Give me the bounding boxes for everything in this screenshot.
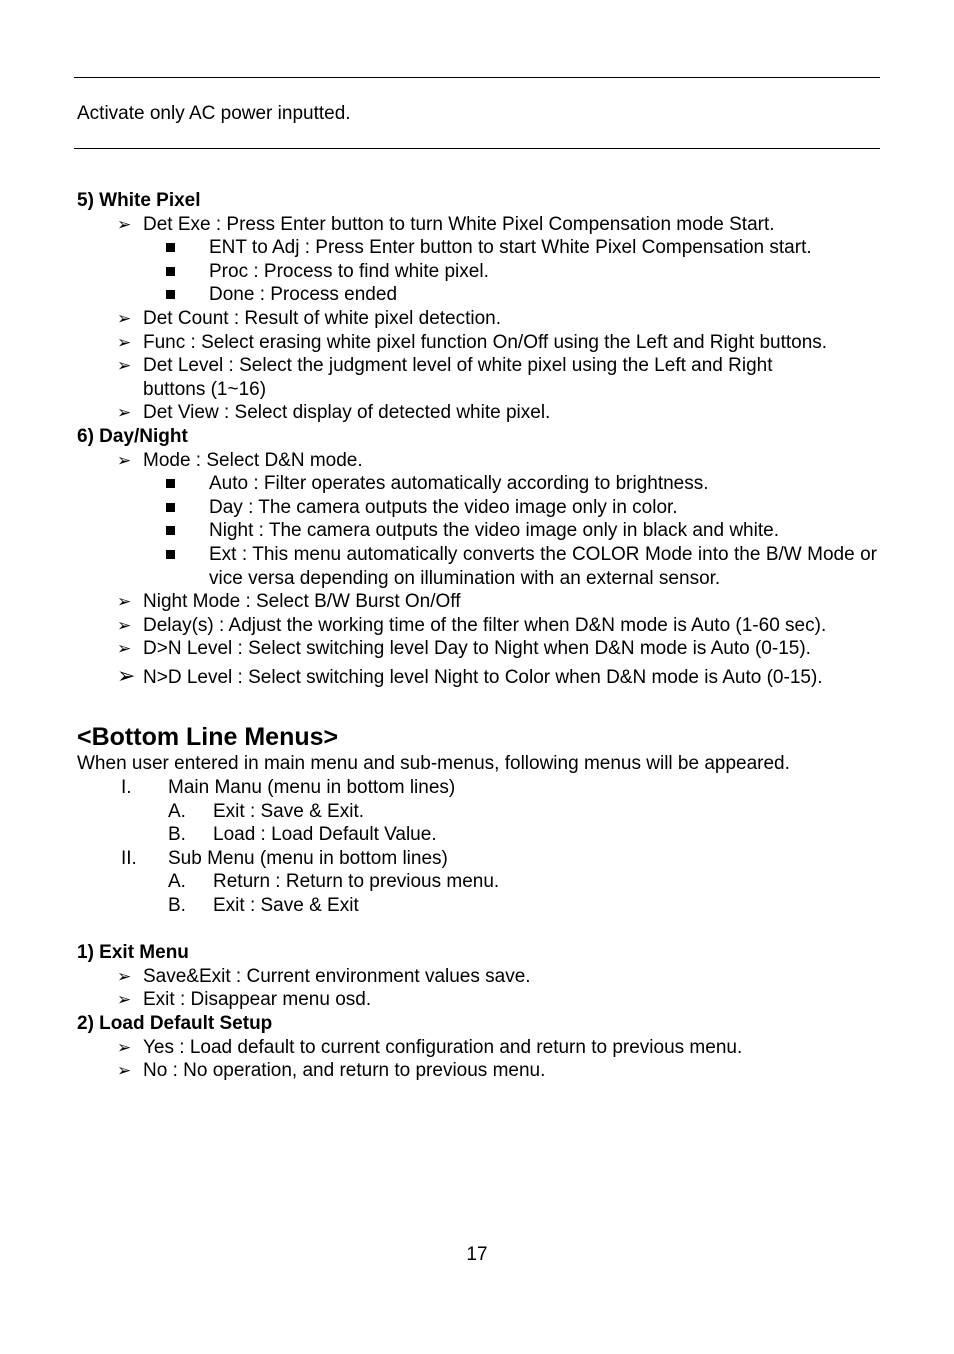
func-item: ➢ Func : Select erasing white pixel function On/Off using the Left and Right buttons. [77, 331, 887, 355]
sub-menu-return-item [77, 870, 887, 894]
no-item: ➢ No : No operation, and return to previous menu. [77, 1059, 887, 1083]
auto-item: Auto : Filter operates automatically according to brightness. [77, 472, 887, 496]
item-text: Exit : Save & Exit [213, 895, 359, 917]
det-view-item: ➢ Det View : Select display of detected white pixel. [77, 401, 887, 425]
item-text: Return : Return to previous menu. [213, 871, 500, 893]
done-item: Done : Process ended [77, 283, 887, 307]
ent-to-adj-item: ENT to Adj : Press Enter button to start White Pixel Compensation start. [77, 236, 887, 260]
delay-item: ➢ Delay(s) : Adjust the working time of the filter when D&N mode is Auto (1-60 sec). [77, 614, 887, 638]
exit-menu-heading: 1) Exit Menu [77, 942, 189, 964]
nd-level-item: ➢ N>D Level : Select switching level Night to Color when D&N mode is Auto (0-15). [77, 666, 887, 690]
det-exe-item: ➢ Det Exe : Press Enter button to turn White Pixel Compensation mode Start. [77, 213, 887, 237]
mode-item: ➢ Mode : Select D&N mode. [77, 449, 887, 473]
main-menu-exit-item [77, 800, 887, 824]
main-menu-label: Main Manu (menu in bottom lines) [168, 777, 456, 799]
det-count-item: ➢ Det Count : Result of white pixel detection. [77, 307, 887, 331]
white-pixel-heading: 5) White Pixel [77, 190, 201, 211]
ext-item: Ext : This menu automatically converts the COLOR Mode into the B/W Mode or vice versa depending on illumination with an external sensor. [77, 543, 887, 590]
night-mode-item: ➢ Night Mode : Select B/W Burst On/Off [77, 590, 887, 614]
det-level-item: ➢ Det Level : Select the judgment level of white pixel using the Left and Right buttons (1~16) [77, 354, 887, 401]
item-text: Exit : Save & Exit. [213, 800, 364, 822]
main-menu-item [77, 776, 887, 800]
item-text: Load : Load Default Value. [213, 824, 437, 846]
page-content [77, 189, 887, 1083]
main-menu-number: I. [121, 777, 132, 799]
top-rule [74, 77, 880, 78]
dn-level-item: ➢ D>N Level : Select switching level Day to Night when D&N mode is Auto (0-15). [77, 637, 887, 661]
item-letter: B. [168, 895, 186, 917]
sub-menu-number: II. [121, 847, 137, 869]
night-item: Night : The camera outputs the video image only in black and white. [77, 519, 887, 543]
day-item: Day : The camera outputs the video image only in color. [77, 496, 887, 520]
spacer [77, 918, 887, 942]
bottom-rule [74, 148, 880, 149]
save-exit-item: ➢ Save&Exit : Current environment values save. [77, 965, 887, 989]
exit-item: ➢ Exit : Disappear menu osd. [77, 988, 887, 1012]
page-number: 17 [466, 1244, 488, 1265]
proc-item: Proc : Process to find white pixel. [77, 260, 887, 284]
yes-item: ➢ Yes : Load default to current configuration and return to previous menu. [77, 1036, 887, 1060]
item-letter: B. [168, 824, 186, 846]
item-letter: A. [168, 800, 186, 822]
power-note: Activate only AC power inputted. [77, 103, 351, 124]
sub-menu-item [77, 847, 887, 871]
sub-menu-exit-item [77, 894, 887, 918]
item-letter: A. [168, 871, 186, 893]
bottom-line-menus-heading: <Bottom Line Menus> [77, 723, 339, 752]
day-night-heading: 6) Day/Night [77, 425, 188, 447]
main-menu-load-item [77, 823, 887, 847]
bottom-intro: When user entered in main menu and sub-menus, following menus will be appeared. [77, 753, 790, 775]
load-default-heading: 2) Load Default Setup [77, 1013, 273, 1034]
sub-menu-label: Sub Menu (menu in bottom lines) [168, 847, 448, 869]
